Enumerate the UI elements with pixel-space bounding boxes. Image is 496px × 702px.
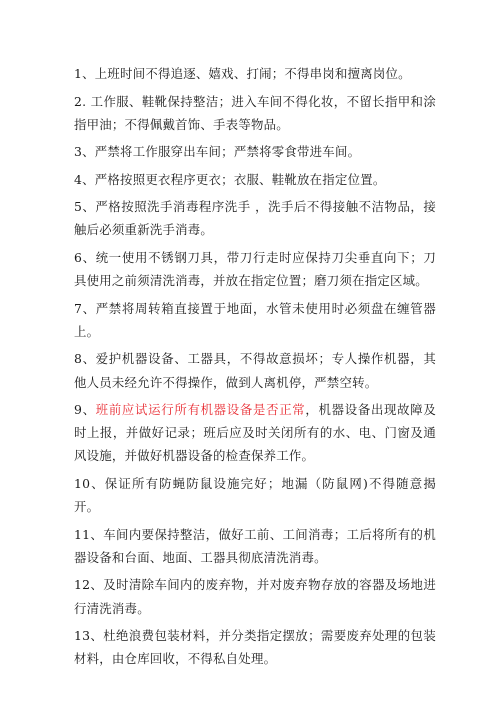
rule-11: 11、车间内要保持整洁，做好工前、工间消毒；工后将所有的机器设备和台面、地面、工器具彻底清洗消毒。: [74, 526, 436, 565]
rule-4: 4、严格按照更衣程序更衣；衣服、鞋靴放在指定位置。: [74, 171, 386, 187]
rule-5: 5、严格按照洗手消毒程序洗手 ，洗手后不得接触不洁物品，接触后必须重新洗手消毒。: [74, 199, 436, 238]
rule-9-highlight: 班前应试运行所有机器设备是否正常: [95, 402, 306, 418]
rule-9-number: 9、: [74, 402, 96, 418]
rule-2: 2. 工作服、鞋靴保持整洁；进入车间不得化妆，不留长指甲和涂指甲油；不得佩戴首饰、手表等物品。: [74, 93, 436, 132]
rule-9: [74, 398, 436, 468]
document-page: [74, 62, 436, 675]
rule-6: 6、统一使用不锈钢刀具，带刀行走时应保持刀尖垂直向下；刀具使用之前须清洗消毒，并放在指定位置；磨刀须在指定区域。: [74, 249, 436, 289]
rule-9-rest: ，机器设备出现故障及时上报，并做好记录；班后应及时关闭所有的水、电、门窗及通风设施，并做好机器设备的检查保养工作。: [74, 402, 437, 464]
rule-10: 10、保证所有防蝇防鼠设施完好；地漏（防鼠网)不得随意揭开。: [74, 475, 436, 515]
rule-12: 12、及时清除车间内的废弃物，并对废弃物存放的容器及场地进行清洗消毒。: [74, 577, 436, 616]
rule-13: 13、杜绝浪费包装材料，并分类指定摆放；需要废弃处理的包装材料，由仓库回收，不得私自处理。: [74, 628, 436, 667]
rule-3: 3、严禁将工作服穿出车间；严禁将零食带进车间。: [74, 144, 361, 160]
rule-7: 7、严禁将周转箱直接置于地面，水管未使用时必须盘在缠管器上。: [74, 300, 436, 339]
rule-8: 8、爱护机器设备、工器具，不得故意损坏；专人操作机器，其他人员未经允许不得操作，做到人离机停，严禁空转。: [74, 351, 436, 390]
rule-1: 1、上班时间不得追逐、嬉戏、打闹；不得串岗和擅离岗位。: [74, 66, 411, 81]
